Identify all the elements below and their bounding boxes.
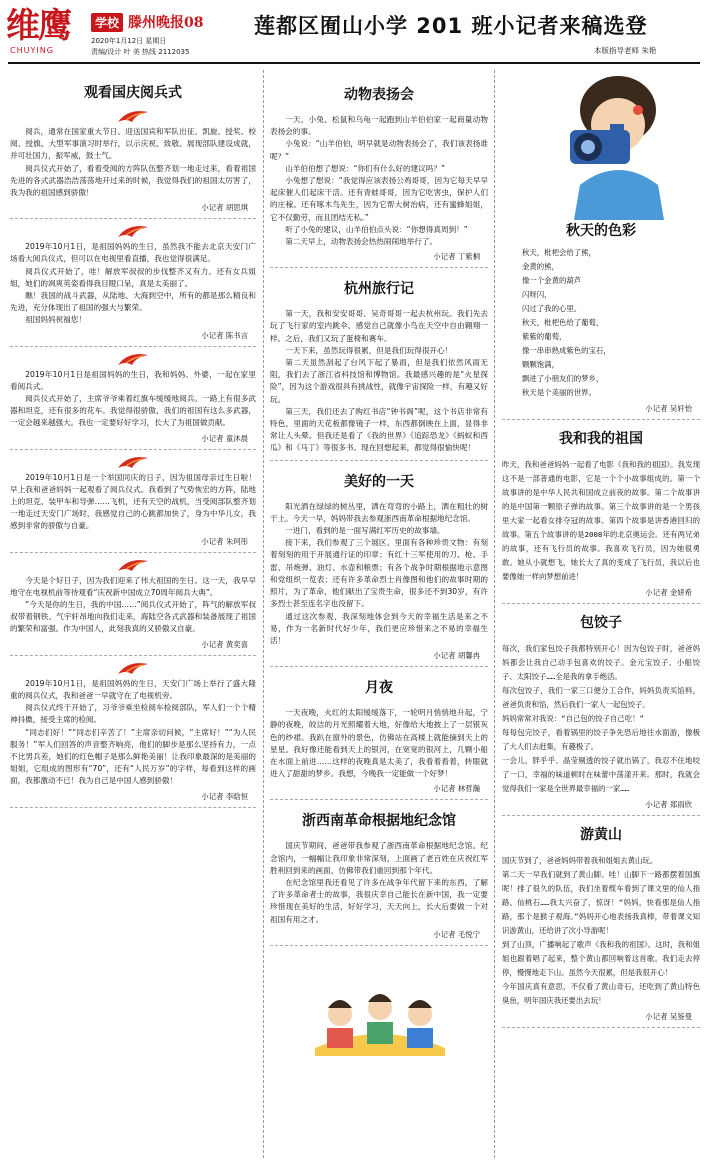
article [270, 278, 488, 460]
poem-line: 秋天，枇杷色给了葡萄， [522, 318, 604, 327]
red-ribbon-icon [116, 557, 150, 575]
article-paragraph: 小兔想了想说：“我觉得应该表扬公鸡哥哥，因为它每天早早起床催人们起床干活。还有青蛙哥哥，因为它吃害虫，保护人们的庄稼。还有啄木鸟先生，因为它帮大树治病，还有蜜蜂姐姐，它不仅勤劳，而且团结无私。” [270, 176, 488, 222]
article-paragraph: 2019年10月1日，是祖国妈妈的生日，虽然我不能去北京天安门广场看大阅兵仪式，但可以在电视里看直播，我也觉得很满足。 [10, 242, 256, 264]
poem-line: 颗颗饱满， [522, 360, 559, 369]
red-ribbon-icon [116, 660, 150, 678]
article-paragraph: 2019年10月1日是一个举国同庆的日子，因为祖国母亲过生日啦！早上我和爸爸妈妈一起观看了阅兵仪式。我看到了气势恢宏的方阵，陆地上的坦克、装甲车和导弹……飞机，还有天空的战机，当受阅部队整齐划一地走过天安门广场时，我感觉自己的心跳都加快了，身为中华儿女，我感到非常的骄傲与自豪。 [10, 472, 256, 531]
article-paragraph: 第三天，我们还去了购红书店“钟书阁”呢，这个书店非常有特色，里面的天花板都像镜子一样，东西都倒映在上面，显得非常让人头晕。但我还是看了《我的世界》《追踪恐龙》《蚂蚁和西瓜》和《马丁》等很多书。现在回想起来，都觉得很愉快呢！ [270, 406, 488, 453]
article-paragraph: 阅兵仪式开始了，看着受阅的方阵队伍整齐划一地走过来，看着祖国先进的各式武器浩浩荡荡地开过来的时候，我觉得我们的祖国太厉害了，我为我的祖国感到骄傲！ [10, 163, 256, 198]
poem-title: 秋天的色彩 [566, 223, 636, 239]
red-ribbon-icon [116, 351, 150, 369]
article-paragraph: 国庆节期间，爸爸带我参观了浙西南革命根据地纪念馆。纪念馆内，一幅幅让我印象非常深刻，上面画了老百姓在庆祝红军胜利回到来的画面，仿佛带我们重回到那个年代。 [270, 841, 488, 875]
article-byline: 小记者 胡馨冉 [433, 651, 480, 661]
poem-line: 闪呀闪， [522, 290, 552, 299]
article-paragraph: 阳光洒在绿绿的树丛里，洒在弯弯的小路上，洒在粗壮的树干上。今天一早，妈妈带我去参观浙西南革命根据地纪念馆。 [270, 501, 488, 523]
article-title: 包饺子 [580, 615, 622, 631]
article-byline: 小记者 郑雨欣 [645, 800, 692, 809]
column-divider [263, 70, 264, 1158]
article-title: 观看国庆阅兵式 [84, 85, 182, 101]
article-paragraph: 今年国庆真有意思，不仅看了黄山奇石，还吃到了黄山特色臭鱼，明年国庆我还要出去玩！ [502, 982, 700, 1005]
article-divider [10, 346, 256, 347]
poem-line: 像一个金黄的葫芦 [522, 276, 582, 285]
article [270, 810, 488, 945]
article-divider [270, 666, 488, 667]
article [10, 454, 256, 553]
article [10, 351, 256, 450]
article-paragraph: 祖国妈妈祝福您！ [25, 315, 86, 325]
article [10, 660, 256, 808]
article-paragraph: 第一天，我和安安哥哥、吴奇哥哥一起去杭州玩。我们先去玩了飞行家的室内跳伞，感觉自己就像小鸟在天空中自由翱翔一样。之后，我们又玩了蛋椅和赛车。 [270, 309, 488, 343]
article-byline: 小记者 丁紫桐 [433, 252, 480, 262]
article-paragraph: 一进门，看到的是一面写满红军历史的故事墙。 [285, 526, 445, 536]
article-paragraph: 妈妈常常对我说：“自己包的饺子自己吃！” [502, 714, 644, 723]
article-paragraph: 国庆节到了，爸爸妈妈带着我和姐姐去黄山玩。 [502, 856, 658, 865]
article [270, 84, 488, 268]
mentor-credit: 本版指导老师 朱艳 [594, 46, 657, 55]
article-title: 月夜 [365, 680, 393, 697]
article [502, 428, 700, 604]
article-title: 美好的一天 [344, 473, 414, 490]
article-paragraph: 每每包完饺子，看着锅里的饺子争先恐后地往水面游，像极了大人们去赶集，有趣极了。 [502, 728, 700, 751]
article-paragraph: 第二天早上，动物表扬会热热闹闹地举行了。 [285, 237, 438, 247]
article-paragraph: 阅兵仪式终于开始了，习爷爷乘坐检阅车检阅部队，军人们一个个精神抖擞，接受主席的检阅。 [10, 703, 256, 725]
children-reading-illustration [305, 978, 455, 1058]
masthead-rule [8, 62, 700, 64]
column-middle [270, 80, 488, 956]
poem-block [502, 220, 700, 1036]
article-divider [10, 218, 256, 219]
article-paragraph: 一天下来，虽然玩得很累，但是我们玩得很开心！ [285, 345, 453, 355]
article-byline: 小记者 胡思琪 [201, 203, 248, 213]
column-left [10, 80, 256, 812]
article [502, 824, 700, 1028]
poem-line: 飘进了小朋友们的梦乡， [522, 374, 604, 383]
column-divider [494, 70, 495, 1158]
article-byline: 小记者 陈书言 [201, 330, 248, 340]
article-paragraph: “今天是你的生日，我的中国……”阅兵仪式开始了，阵气的解放军叔叔带着钢铁、气宇轩昂地向我们走来，海陆空各式武器和装备展现了祖国的繁荣和富强。作为中国人，此刻我真的又骄傲又自豪。 [10, 600, 256, 634]
article-byline: 小记者 李晗恒 [201, 791, 248, 801]
article-paragraph: 2019年10月1日，是祖国妈妈的生日，天安门广场上举行了盛大隆重的阅兵仪式，我和爸爸一早就守在了电视机旁。 [10, 678, 256, 700]
issue-date: 2020年1月12日 星期日 [91, 37, 167, 45]
article-title: 我和我的祖国 [559, 431, 643, 447]
poem-byline: 小记者 吴轩怡 [645, 404, 692, 413]
article-paragraph: 第二天虽然刮起了台风下起了暴雨，但是我们依然风雨无阻，我们去了浙江省科技馆和博物馆。我最感兴趣的是“火星探险”，因为这个游戏很具有挑战性，就像宇宙探险一样，有趣又好玩。 [270, 358, 488, 404]
article-divider [502, 1027, 700, 1028]
poem-line: 金黄的熊， [522, 262, 559, 271]
article-paragraph: 听了小兔的建议，山羊伯伯点头说：“你想得真周到！” [285, 224, 468, 234]
poem-line: 像一串串熟成紫色的宝石， [522, 346, 611, 355]
article-paragraph: 通过这次参观，我深刻地体会到今天的幸福生活是来之不易，作为一名新时代好少年，我们更应珍惜来之不易的幸福生活！ [270, 611, 488, 645]
article-divider [502, 603, 700, 604]
article-title: 杭州旅行记 [344, 281, 414, 298]
article-divider [502, 419, 700, 420]
article-paragraph: 接下来，我们参观了三个展区。里面有各种珍贵文物：有刻着刻刻的用于开展通行证的印章；有红十三军使用的刀、枪、手雷、吊炮弹、油灯、水壶和粮票；有各个战争时期根据地示意图和党组织一览表；还有许多革命烈士肖像图和他们的故事时期的照片，为了革命，他们献出了宝贵生命，很多还不到30岁，有许多烈士甚至连名字也没留下。 [270, 538, 488, 609]
article-divider [10, 807, 256, 808]
poem-line: 秋天，枇杷会给了熊， [522, 248, 596, 257]
article-paragraph: 一天夜晚，火红的太阳缓缓落下，一轮明月悄悄地升起，宁静的夜晚，皎洁的月光照耀着大地，好像给大地披上了一层银灰色的纱裙。我趴在窗外的景色，仿佛站在高楼上就能摘到天上的星星。我好像还能看到天上的银河，在宽宽的银河上，几颗小船在水面上前进……这样的夜晚真是太美了，我看着看着，转眼就进入了甜甜的梦乡。我想，今晚我一定能做一个好梦！ [270, 708, 488, 779]
article-divider [270, 460, 488, 461]
red-ribbon-icon [116, 454, 150, 472]
article-paragraph: 第二天一早我们就到了黄山脚。哇！山脚下一路都摆着国旗呢！排了很久的队伍，我们坐着缆车看到了课文里的仙人指路、仙桃石……我太兴奋了，惊讶！“妈妈，快看那是仙人指路，那个是猴子观海。”妈妈开心地表扬我真棒，带着课文知识游黄山，还给讲了次小导游呢！ [502, 870, 700, 935]
article [502, 612, 700, 816]
article-paragraph: “同志们好！”“同志们辛苦了！”主席亲切问候，“主席好！”“为人民服务！”军人们回答的声音整齐响亮，他们的脚步是那么坚持有力，一点不比男兵差，她们的红色帽子是那么鲜艳美丽！让我印象最深的是美丽的姐姐，它组成的图形有“70”，还有“人民万岁”的字样，每看到这样的画面，我都激动不已！我为自己是中国人感到骄傲！ [10, 727, 256, 786]
shirt-shape [574, 170, 664, 220]
newspaper-logo [6, 6, 88, 58]
article-byline: 小记者 金妍希 [645, 588, 692, 597]
article [10, 82, 256, 219]
article-paragraph: 一会儿，胖乎乎、晶莹剔透的饺子就出锅了，我忍不住地咬了一口，幸福的味道顿时在味蕾中荡漾开来。那时，我就会觉得我们一家是全世界最幸福的一家…… [502, 756, 700, 793]
article-paragraph: 在纪念馆里我还看见了许多在战争年代留下来的东西，了解了许多革命者士的故事，我很庆幸自己能长在新中国，我一定要珍惜现在美好的生活，好好学习，天天向上，长大后要做一个对祖国有用之才。 [270, 877, 488, 924]
issue-editors: 责编/设计 叶 美 热线 2112035 [91, 48, 190, 56]
article-byline: 小记者 黄奕喜 [201, 639, 248, 649]
red-ribbon-icon [116, 108, 150, 126]
article-paragraph: 到了山顶，广播响起了歌声《我和我的祖国》。这时，我和姐姐也跟着唱了起来，整个黄山都回响着这首歌。我们走去停停，慢慢地走下山。虽然今天很累，但是我很开心！ [502, 940, 700, 977]
article-byline: 小记者 朱珂彤 [201, 536, 248, 546]
article-divider [502, 815, 700, 816]
article-divider [10, 449, 256, 450]
article-paragraph: 2019年10月1日是祖国妈妈的生日，我和妈妈、外婆，一起在家里看阅兵式。 [10, 369, 256, 391]
poem-line: 紫紫的葡萄， [522, 332, 567, 341]
article [270, 471, 488, 667]
poem-line: 闪过了我的心里。 [522, 304, 582, 313]
article-paragraph: 山羊伯伯想了想说：“你们有什么好的建议吗？” [285, 163, 445, 173]
masthead [0, 0, 708, 70]
article [10, 557, 256, 656]
article-paragraph: 昨天，我和爸爸妈妈一起看了电影《我和我的祖国》。我发现这不是一部普通的电影，它是一个个小故事组成的。第一个故事讲的是中华人民共和国成立前夜的故事。第二个故事讲的是中国第一颗原子弹的故事。第三个故事讲的是一个男孩里大家一起看女排夺冠的故事。第四个故事是讲香港回归的故事。第五个故事讲的是2008年的北京奥运会。还有两兄弟的故事，还有飞行员的故事。我喜欢飞行员，因为她很勇敢。她从小就想飞，她长大了真的变成了飞行员，我以后也要像她一样向梦想前进！ [502, 460, 700, 581]
article-divider [270, 267, 488, 268]
article-paragraph: 一天，小兔、松鼠和乌龟一起跑到山羊伯伯家一起商量动物表扬会的事。 [270, 115, 488, 137]
article-paragraph: 阅兵，通常在国家重大节日、迎送国宾和军队出征、凯旋、授奖、校阅、授旗、大型军事演习时举行，以示庆祝、致敬、展现部队建设成就，并可壮国力，振军威，鼓士气。 [10, 127, 256, 161]
paper-name: 滕州晚报08 [128, 15, 204, 31]
section-badge: 学校 [91, 13, 123, 32]
camera-flash [610, 124, 624, 132]
article-paragraph: 阅兵仪式开始了，哇！解放军叔叔的步伐整齐又有力。还有女兵姐姐，她们的飒爽英姿看得我目瞪口呆，真是太美丽了。 [10, 266, 256, 288]
poem-line: 秋天是个美丽的世界。 [522, 388, 596, 397]
article-paragraph: 每次，我们家包饺子我都特别开心！因为包饺子时，爸爸妈妈都会让我自己动手包喜欢的饺子。金元宝饺子、小船饺子、太阳饺子……全是我的拿手绝活。 [502, 644, 700, 681]
article-title: 游黄山 [580, 827, 622, 843]
article-divider [10, 655, 256, 656]
article-title: 动物表扬会 [344, 87, 414, 103]
hair-bow [633, 105, 643, 115]
article-paragraph: 小兔说：“山羊伯伯，明早就是动物表扬会了，我们该表扬谁呢？” [270, 139, 488, 161]
red-ribbon-icon [116, 223, 150, 241]
logo-subtext: CHUYING [10, 46, 54, 55]
logo-text: 维鹰 [6, 6, 70, 46]
article-byline: 小记者 林哲瀚 [433, 784, 480, 794]
page-headline: 莲都区囿山小学 201 班小记者来稿选登 [254, 14, 648, 38]
article-byline: 小记者 吴鉴曼 [645, 1012, 692, 1021]
article-byline: 小记者 毛悦宁 [433, 929, 480, 939]
article-paragraph: 今天是个好日子，因为我们迎来了伟大祖国的生日。这一天，我早早地守在电视机前等待观看“庆祝新中国成立70周年阅兵大典”。 [10, 575, 256, 597]
article-divider [270, 945, 488, 946]
article [270, 677, 488, 800]
article-byline: 小记者 童沐晨 [201, 433, 248, 443]
article-divider [10, 552, 256, 553]
article-paragraph: 瞧！我国的战斗武器，从陆地、大海到空中，所有的都是那么精良和先进，充分体现出了祖国的强大与繁荣。 [10, 291, 256, 313]
article-divider [270, 799, 488, 800]
article-paragraph: 阅兵仪式开始了，主席爷爷乘着红旗车缓缓地阅兵。一路上有很多武器和坦克，还有很多的花车。我觉得很骄傲，我们的祖国有这么多武器，一定会越来越强大。我也一定要好好学习，长大了为祖国做贡献。 [10, 394, 256, 428]
article-title: 浙西南革命根据地纪念馆 [302, 813, 456, 830]
issue-meta [91, 36, 189, 58]
lens-glass [581, 140, 595, 154]
article-paragraph: 每次包饺子，我们一家三口便分工合作，妈妈负责买馅料，爸爸负责和馅，然后我们一家人一起包饺子。 [502, 686, 700, 709]
article [10, 223, 256, 346]
camera-girl-illustration [540, 70, 690, 220]
